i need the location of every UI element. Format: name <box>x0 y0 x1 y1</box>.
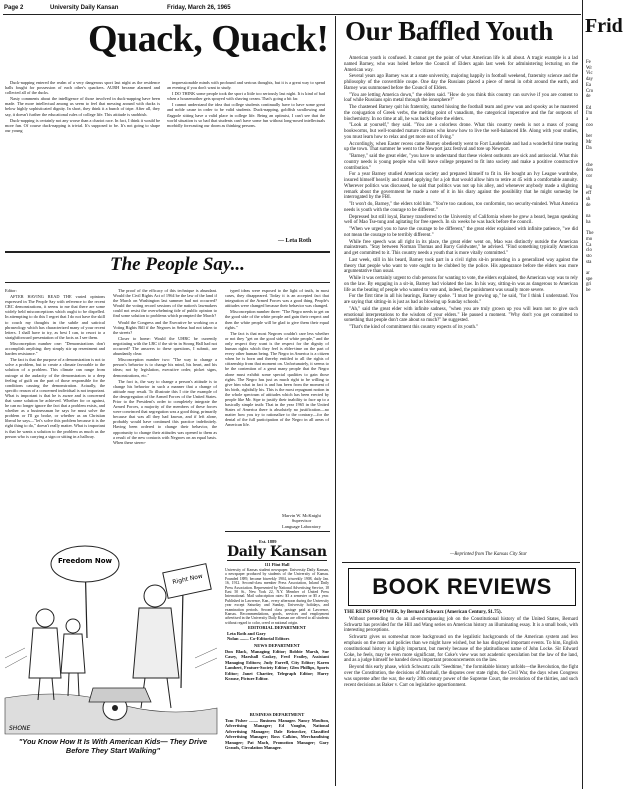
book-review-body <box>344 610 578 786</box>
edge-text-fragment: sto <box>586 253 592 259</box>
column-paragraph: Accordingly, when Easter recess came Barney obediently went to Fort Lauderdale and had a wonderful time tearing up the town. That summer he went to the Newport jazz festival and tore up Newport. <box>344 141 578 153</box>
people-say-headline: The People Say... <box>110 254 245 275</box>
section-rule <box>5 251 330 253</box>
edge-text-fragment: Ed <box>586 105 592 111</box>
edge-text-fragment: sta <box>586 259 592 265</box>
column-paragraph: Schwartz gives us somewhat more background on the legalistic backgrounds of the American system and less emphasis on the men and policies than we might have wished, but he has displayed important events. To him, English constitutional history is highly important, but merely because of the platitudinous name of John Locke. Sir Edward Coke, he feels, may be even more significant, for Coke's view was not academic speculation but the law of the land, and as a judge himself he handed down important pronouncements on the law. <box>344 635 578 664</box>
column-paragraph: Without pretending to do an all-encompassing job on the Constitutional history of the United States, Bernard Schwartz has provided for the Hill and Wang series on American history an illuminating essay. It is a small book, with interesting perceptions. <box>344 616 578 634</box>
signature-title: Supervisor <box>291 518 312 524</box>
news-dept-staff <box>225 649 329 711</box>
letter-paragraph: typed ideas were exposed to the light of truth, in most cases, they disappeared. Today it is an accepted fact that integration of the Armed Forces was a good thing. People's attitudes were changed because their behavior was changed. <box>225 288 329 309</box>
quack-paragraph: Duck-napping entered the realm of a very dangerous sport last night as the residence halls fought for possession of each other's quackers. AURH became alarmed and collected all of the ducks. <box>5 80 160 96</box>
quack-paragraph: I DO THINK some people took the sport a little too seriously last night. It is kind of bad when a housemother gets sprayed with shaving cream. That's going a bit far. <box>167 91 325 102</box>
letter-paragraph: The proof of the efficacy of this technique is abundant. Would the Civil Rights Act of 1964 be the law of the land if the March on Washington last summer had not occurred? Would the voting record sessions of the nation's lawmakers could not resist the overwhelming tide of public opinion to find some solution to problems which prompted the March? <box>113 288 217 319</box>
editorial-dept-staff <box>227 631 329 642</box>
edge-text-fragment: den <box>586 168 593 174</box>
quack-paragraph: I cannot understand the idea that college students continually have to have some great and noble cause in order to be valid students. Duck-napping, goldfish swallowing and flagpole sitting have a valid place in college life. Being an optimist, I can't see that the world situation is so bad that students can't have some fun without long-nosed intellectuals morbidly forecasting our doom as thinking persons. <box>167 102 325 128</box>
edge-text-fragment: de <box>586 202 591 208</box>
book-reviews-box <box>348 568 576 606</box>
edge-text-fragment: Mr <box>586 139 592 145</box>
masthead-est: Est. 1889 <box>259 539 277 544</box>
masthead-rule <box>225 531 330 532</box>
letter-salutation: Editor: <box>5 288 17 293</box>
page-edge-rule <box>582 0 583 789</box>
signature-name: Marvin W. McKnight <box>282 513 321 518</box>
business-dept-head: BUSINESS DEPARTMENT <box>249 712 305 717</box>
edge-text-fragment: eff <box>586 191 592 197</box>
next-page-fragment: Frid <box>585 15 623 37</box>
edge-text-fragment: ha <box>586 219 591 225</box>
page-number: Page 2 <box>4 5 24 11</box>
news-dept-head: NEWS DEPARTMENT <box>254 643 300 648</box>
edge-text-fragment: Ca <box>586 242 592 248</box>
book-reviews-headline: BOOK REVIEWS <box>372 574 552 599</box>
masthead-info <box>225 568 329 623</box>
column-paragraph: While it was certainly urgent to club persons for wanting to vote, the elders explained, the American way was to rely on the law. By engaging in a sit-in, Barney had violated the law. In his way, sitting-in was as dangerous to American life as the beating of people who wanted to vote and, indeed, the punishment was usually more severe. <box>344 276 578 293</box>
column-paragraph: "When we urged you to have the courage to be different," the great elder explained with infinite patience, "we did not mean the courage to be terribly different." <box>344 227 578 238</box>
column-paragraph: "Ah," said the great elder with infinite sadness, "when you are truly grown up you will learn not to give such emotional interpretations to the wisdom of your elders." He paused a moment. "Why don't you get committed to something that people don't care about so much?" he suggested. <box>344 306 578 324</box>
next-page-column-fragment <box>586 60 600 294</box>
letter-paragraph: AFTER HAVING READ THE varied opinions expressed in The People Say with reference to the recent CRC demonstrations, it seems to me that there are some widely held misconceptions which ought to be dispelled. In attempting to do this I regret that I do not have the skill to couch my thoughts in the subtle and satirical phraseology which has characterized many of your recent letters. I shall have to try, as best I can, to resort to a straightforward presentation of the facts as I see them. <box>5 294 105 340</box>
edge-text-fragment: clo <box>586 248 592 254</box>
cartoon-sign-text: Freedom Now <box>58 557 112 565</box>
baffled-youth-body <box>344 56 578 552</box>
people-column-1 <box>5 288 105 536</box>
masthead-title: Daily Kansan <box>227 544 327 560</box>
masthead-info-text: University of Kansas student newspaper. University Daily Kansan, a newspaper produced by students of the University of Kansas. Founded 1889, became biweekly 1904, triweekly 1908, daily Jan. 16, 1912. Second-class member Press Association, Inland Daily Press Association. Represented by National Advertising Service, 18 East 50 St., New York 22, N.Y. Member of United Press International. Mail subscription rates: $3 a semester or $5 a year. Published in Lawrence, Kan., every afternoon during the University year except Saturday and Sunday, University holidays, and examination periods. Second class postage paid at Lawrence, Kansas. Recommendations, goods, services and employment advertised in the University Daily Kansan are offered to all students without regard to color, creed or national origin. <box>225 568 329 625</box>
cartoon-sign-text-2: Right Now <box>171 572 204 586</box>
editorial-cartoon <box>5 538 217 734</box>
vertical-column-rule <box>335 16 336 786</box>
edge-text-fragment: a <box>586 117 589 123</box>
quack-paragraph: Nasty comments about the intelligence of those involved in duck-napping have been made. The more intellectual among us seem to feel that messing around with ducks is below highly sophisticated dignity. In short, they think it a bunch of tripe. After all, they say, it doesn't further the educational rules of college life. This attitude is snobbish. <box>5 96 160 117</box>
cartoon-artist: SHONE <box>9 725 31 732</box>
reprint-credit: —Reprinted from The Kansas City Star <box>450 552 527 557</box>
edge-text-fragment: ar <box>586 271 590 277</box>
edge-text-fragment: I'm <box>586 111 593 117</box>
edge-text-fragment: spe <box>586 276 593 282</box>
masthead-rule <box>227 560 327 561</box>
section-rule <box>5 282 330 283</box>
edge-text-fragment: na <box>586 213 591 219</box>
edge-text-fragment: Ea <box>586 82 592 88</box>
column-paragraph: The chastened Barney quit his fraternity, started hissing the football team and grew wan and spooky as he mastered the conjugation of Greek verbs, the melting point of vanadium, the categorical imperative and the far outposts of biochemistry. In no time at all, he was back before the elders. <box>344 105 578 122</box>
edge-text-fragment: Fe <box>586 60 591 65</box>
business-dept-staff <box>225 718 329 786</box>
quack-paragraph: impressionable minds with profound and serious thoughts, but it is a great way to spend an evening if you don't want to study. <box>167 80 325 91</box>
column-paragraph: "You are letting America down," the elders said. "How do you think this country can survive if you are content to loaf while Russians spin metal through the ionosphere?" <box>344 92 578 104</box>
column-paragraph: "That's the kind of commitment this country expects of its youth." <box>349 325 479 330</box>
column-paragraph: Depressed but still loyal, Barney transferred to the University of California where he grew a beard, began speaking well of Mao Tse-tung and agitating for free speech. In six weeks he was back before the council. <box>344 214 578 226</box>
edge-text-fragment: de <box>586 94 591 100</box>
column-paragraph: While free speech was all right in its place, the great elder went on, Mao was distinctly outside the American mainstream. "Stay between Norman Thomas and Barry Goldwater," he advised. "Find something typically American and get committed to it. This country needs a youth that is more vitally committed." <box>344 239 578 256</box>
letter-paragraph: The fact is that most Negroes couldn't care less whether or not they "get on the good side of white people," and the only respect they want is the respect for the dignity of human rights which they feel is elder-time on the part of every other human being. The Negro in America is a citizen when he is born and thereby entitled to all the rights of citizenship from that moment on. Unfortunately, it seems to be the contention of a great many people that the Negro alone must exhibit some special qualities to gain those rights. The Negro has just as much right to be willing to give him what in fact is and has been from the moment of his birth, rightfully his. This is the most repugnant notion in the whole spectrum of attitudes which has been erected by people like Mr. Sipe to justify their inability to face up to a basically simple truth: That in the year 1965 in the United States of America there is absolutely no justification—no matter how you try to rationalize to the contrary—for the denial of the full participation of the Negro in all areas of American life. <box>225 330 329 428</box>
quack-column-1 <box>5 80 160 240</box>
masthead-address: 111 Flint Hall <box>264 562 290 567</box>
header-rule <box>3 14 581 15</box>
column-paragraph: Beyond this early phase, which Schwartz calls "Seedtime," the formidable history unfolds—the Revolution, the fight over the Constitution, the decisions of Marshall, the disputes over state rights, the Civil War, the days when Congress was supreme after the war, the early 20th century power of the Supreme Court, the revolution of the thirties, and such recent decisions as Baker v. Carr on legislative apportionment. <box>344 665 578 688</box>
edge-text-fragment: ber <box>586 134 593 140</box>
letter-paragraph: Misconception number one: "Demonstrations don't accomplish anything; they simply stir up resentment and harden resistance." <box>5 340 105 357</box>
letter-paragraph: The fact is that the purpose of a demonstration is not to solve a problem, but to create a climate favorable to the solution of a problem. This climate can range from outrage at the audacity of the demonstrators to a deep feeling of guilt on the part of those responsible for the conditions causing the demonstration. Actually, the specific reason of a concerned individual is not important. What is important is that he is aware and is concerned that some solution be achieved. Whether for or against, he can no longer ignore the fact that a problem exists, and whether as a businessman he says he must solve the problem or I'll go broke, or whether as an Christian liberal he says—"let's solve this problem because it is the right thing to do," doesn't really matter. What is important is that he wants a solution to the problem as much as the person who is carrying a sign or sitting in a hallway. <box>5 357 105 439</box>
editorial-staff-line: Nolan ........ Co-Editorial Editors <box>227 636 290 642</box>
quack-headline: Quack, Quack! <box>88 18 329 60</box>
people-column-3 <box>225 288 329 512</box>
people-column-2 <box>113 288 217 536</box>
edge-text-fragment: The <box>586 231 594 237</box>
book-review-lead: THE REINS OF POWER, by Bernard Schwarz (American Century, $1.75). <box>344 610 502 615</box>
section-rule <box>342 562 580 563</box>
paper-name: University Daily Kansan <box>50 5 119 11</box>
column-paragraph: American youth is confused. It cannot get the point of what American life is all about. A tragic example is a lad named Barney, who was holed before the Council of Elders again last week for administering lecturing on the American way. <box>344 56 578 73</box>
column-paragraph: "Look at yourself," they said. "You are a colorless drone. What this country needs is not a mass of young bookworms, but well-rounded mature citizens who know how to live the well-balanced life. Along with your studies, you must learn how to relax and get more out of living." <box>344 123 578 140</box>
edge-text-fragment: Cro <box>586 88 594 94</box>
column-paragraph: Last week, still in his beard, Barney took part in a civil rights sit-in protesting in a generalized way against the theory that people who want to vote ought to be clubbed by the police. His appearance before the elders was more argumentative than usual. <box>344 257 578 275</box>
edge-text-fragment: gri <box>586 282 592 288</box>
letter-paragraph: Misconception number three: "The Negro needs to get on the good side of the white people and gain their respect and then the white people will be glad to give them their equal rights." <box>225 309 329 330</box>
edge-text-fragment: Da <box>586 145 592 151</box>
edge-text-fragment: day <box>586 77 593 83</box>
quack-column-2 <box>167 80 325 240</box>
edge-text-fragment: hig <box>586 185 593 191</box>
letter-paragraph: The fact is, the way to change a person's attitude is to change his behavior in such a manner that a change of attitude may result. To illustrate this I cite the example of the desegregation of the Armed Forces of the United States. Prior to the President's order to completely integrate the Armed Forces, a majority of the members of these forces were convinced that segregation was a good thing, primarily because that was all they had known, and if left alone, probably would have continued this practice indefinitely. Having been ordered to change their behavior, the opportunity to change their attitudes was opened to them as a result of the new contacts with Negroes on an equal basis. When these stereo- <box>113 378 217 445</box>
column-paragraph: For a year Barney studied American society and prepared himself to fit in. He bought an Ivy League wardrobe, insured himself heavily and started applying for a job that would allow him to retire at 45 with a comfortable annuity. Wherever politics was discussed, he said that politics was not up his alley, and whenever anybody made a slighting remark about the government he made a note of it in his diary against the possibility that he might someday be interrogated by the FBI. <box>344 172 578 201</box>
edge-text-fragment: sh <box>586 196 591 202</box>
edge-text-fragment: che <box>586 162 593 168</box>
editorial-staff-line: Leta Roth and Gary <box>227 631 266 636</box>
editorial-dept-head: EDITORIAL DEPARTMENT <box>247 625 307 630</box>
cartoon-drawing <box>5 538 217 734</box>
column-paragraph: Several years ago Barney was at a state university, majoring happily in football weekend, fraternity science and the philosophy of the convertible coupe. One day the Russians placed a piece of metal in orbit around the earth, and Barney was summoned before the Council of Elders. <box>344 74 578 91</box>
letter-signature <box>282 513 321 529</box>
letter-paragraph: Would the Congress and the Executive be working on a Voting Rights Bill if the Negroes in Selma had not taken to the streets? <box>113 319 217 335</box>
edge-text-fragment: cor <box>586 174 593 180</box>
letter-paragraph: Misconception number two: "The way to change a person's behavior is to change his mind, his heart, and his ideas; not by legislation, executive order, picket signs, demonstrations, etc." <box>113 357 217 378</box>
letter-paragraph: Closer to home: Would the UHRC be currently negotiating with the LRC if the sit-in in Strong Hall had not occurred? The answers to these questions, I submit, are abundantly clear. <box>113 335 217 357</box>
column-paragraph: For the first time in all his hearings, Barney spoke. "I must be growing up," he said, "for I think I understand. You are saying that sitting-in is just as bad as blowing up Sunday schools." <box>344 294 578 305</box>
issue-date: Friday, March 26, 1965 <box>167 5 231 11</box>
column-paragraph: "Barney," said the great elder, "you have to understand that these violent outbursts are sick and antisocial. What this country needs is young people who will leave college prepared to fit into society and make a positive constructive contribution." <box>344 154 578 171</box>
masthead-block <box>225 535 330 787</box>
edge-text-fragment: be <box>586 288 591 294</box>
baffled-youth-headline: Our Baffled Youth <box>345 16 553 46</box>
signature-dept: Language Laboratory <box>282 523 321 529</box>
news-staff-text: Don Black, Managing Editor; Bobbie Marsh, Sue Casey, Marshall Caskey, Fred Frailey, Assistant Managing Editors; Judy Farrell, City Editor; Karen Lambert, Feature-Society Editor; Glen Phillips, Sports Editor; Janet Chartier, Telegraph Editor; Harry Krause, Picture Editor. <box>225 649 329 682</box>
edge-text-fragment: Wr <box>586 65 592 71</box>
quack-signature: — Leta Roth <box>278 238 312 244</box>
column-paragraph: "It won't do, Barney," the elders told him. "You're too cautious, too conformist, too security-minded. What America needs is youth with the courage to be different." <box>344 202 578 213</box>
edge-text-fragment: mo <box>586 236 593 242</box>
quack-paragraph: Duck-napping is certainly not any worse than a chariot race. In fact, I think it would be more fun. Of course duck-napping is trivial. It's supposed to be. It's not going to shape our young <box>5 117 160 133</box>
cartoon-caption: "You Know How It Is With American Kids— They Drive Before They Start Walking" <box>18 737 208 755</box>
business-staff-text: Tom Fisher ........ Business Manager. Nancy Moulton, Advertising Manager; Ed Vaughn, National Advertising Manager; Dale Reinecker, Classified Advertising Manager; Ross Calkins, Merchandising Manager; Pat Mach, Promotion Manager; Gary Grauds, Circulation Manager. <box>225 718 329 751</box>
edge-text-fragment: coo <box>586 122 593 128</box>
edge-text-fragment: Vic <box>586 71 593 77</box>
